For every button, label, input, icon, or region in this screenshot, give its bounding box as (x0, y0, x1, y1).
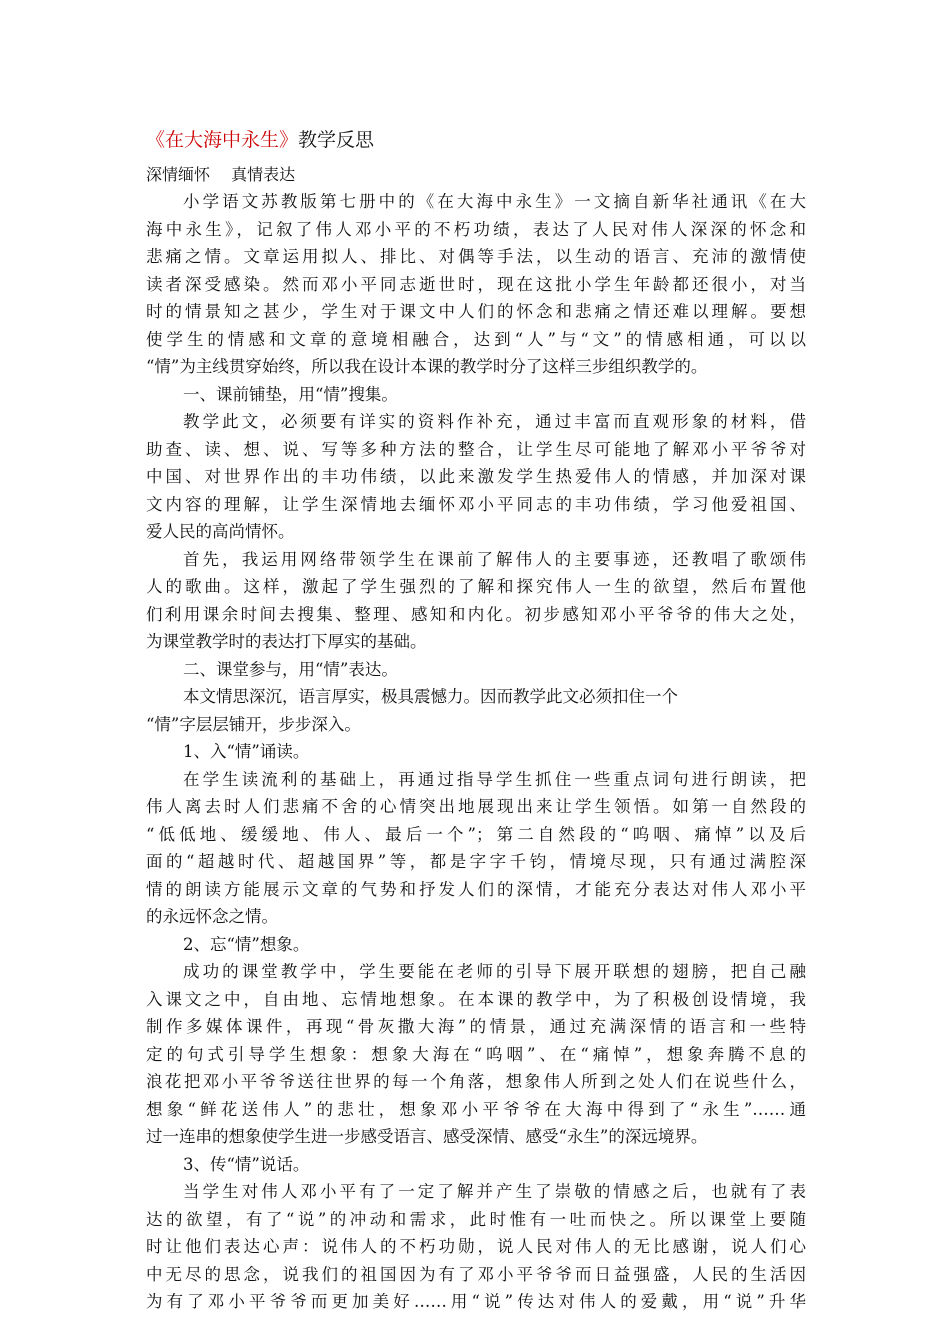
text-line: 们利用课余时间去搜集、整理、感知和内化。初步感知邓小平爷爷的伟大之处， (146, 604, 806, 624)
text-line: 伟人离去时人们悲痛不舍的心情突出地展现出来让学生领悟。如第一自然段的 (146, 797, 806, 816)
text-line: 教学此文，必须要有详实的资料作补充，通过丰富而直观形象的材料，借 (183, 412, 806, 431)
text-line: 二、课堂参与，用“情”表达。 (183, 659, 398, 679)
text-line: 时让他们表达心声：说伟人的不朽功勋，说人民对伟人的无比感谢，说人们心 (146, 1237, 806, 1256)
text-line: 达的欲望，有了“说”的冲动和需求，此时惟有一吐而快之。所以课堂上要随 (146, 1209, 806, 1229)
title-suffix: 教学反思 (298, 129, 375, 151)
text-line: 助查、读、想、说、写等多种方法的整合，让学生尽可能地了解邓小平爷爷对 (146, 439, 806, 459)
text-line: 的永远怀念之情。 (146, 907, 278, 926)
text-line: 面的“超越时代、超越国界”等，都是字字千钧，情境尽现，只有通过满腔深 (146, 852, 806, 871)
text-line: “低低地、缓缓地、伟人、最后一个”；第二自然段的“呜咽、痛悼”以及后 (146, 824, 806, 844)
text-line: 使学生的情感和文章的意境相融合，达到“人”与“文”的情感相通，可以以 (146, 329, 806, 349)
text-line: 制作多媒体课件，再现“骨灰撒大海”的情景，通过充满深情的语言和一些特 (146, 1017, 806, 1036)
text-line: 爱人民的高尚情怀。 (146, 522, 295, 541)
text-line: 当学生对伟人邓小平有了一定了解并产生了崇敬的情感之后，也就有了表 (183, 1182, 806, 1201)
document-body (146, 188, 806, 1316)
text-line: 定的句式引导学生想象：想象大海在“呜咽”、在“痛悼”，想象奔腾不息的 (146, 1044, 806, 1064)
text-line: 过一连串的想象使学生进一步感受语言、感受深情、感受“永生”的深远境界。 (146, 1127, 708, 1146)
text-line: 海中永生》，记叙了伟人邓小平的不朽功绩，表达了人民对伟人深深的怀念和 (146, 219, 806, 239)
text-line: 想象“鲜花送伟人”的悲壮，想象邓小平爷爷在大海中得到了“永生”……通 (146, 1099, 806, 1119)
document-title (146, 127, 374, 153)
text-line: 中国、对世界作出的丰功伟绩，以此来激发学生热爱伟人的情感，并加深对课 (146, 467, 806, 486)
text-line: 入课文之中，自由地、忘情地想象。在本课的教学中，为了积极创设情境，我 (146, 989, 806, 1009)
text-line: 读者深受感染。然而邓小平同志逝世时，现在这批小学生年龄都还很小，对当 (146, 274, 806, 294)
text-line: 为有了邓小平爷爷而更加美好……用“说”传达对伟人的爱戴，用“说”升华 (146, 1292, 806, 1311)
text-line: “情”为主线贯穿始终，所以我在设计本课的教学时分了这样三步组织教学的。 (146, 357, 708, 376)
text-line: 中无尽的思念，说我们的祖国因为有了邓小平爷爷而日益强盛，人民的生活因 (146, 1264, 806, 1284)
title-book-name: 《在大海中永生》 (146, 129, 299, 151)
text-line: “情”字层层铺开，步步深入。 (146, 714, 361, 734)
text-line: 浪花把邓小平爷爷送往世界的每一个角落，想象伟人所到之处人们在说些什么， (146, 1072, 806, 1091)
document-subtitle: 深情缅怀 真情表达 (146, 165, 296, 184)
text-line: 在学生读流利的基础上，再通过指导学生抓住一些重点词句进行朗读，把 (183, 769, 806, 789)
text-line: 时的情景知之甚少，学生对于课文中人们的怀念和悲痛之情还难以理解。要想 (146, 302, 806, 321)
text-line: 一、课前铺垫，用“情”搜集。 (183, 384, 398, 404)
text-line: 情的朗读方能展示文章的气势和抒发人们的深情，才能充分表达对伟人邓小平 (146, 879, 806, 899)
text-line: 首先，我运用网络带领学生在课前了解伟人的主要事迹，还教唱了歌颂伟 (183, 549, 806, 569)
text-line: 1、入“情”诵读。 (183, 742, 310, 761)
text-line: 成功的课堂教学中，学生要能在老师的引导下展开联想的翅膀，把自己融 (183, 962, 806, 981)
text-line: 为课堂教学时的表达打下厚实的基础。 (146, 632, 427, 651)
text-line: 本文情思深沉，语言厚实，极具震憾力。因而教学此文必须扣住一个 (183, 687, 678, 706)
text-line: 3、传“情”说话。 (183, 1154, 310, 1174)
text-line: 文内容的理解，让学生深情地去缅怀邓小平同志的丰功伟绩，学习他爱祖国、 (146, 494, 806, 514)
text-line: 悲痛之情。文章运用拟人、排比、对偶等手法，以生动的语言、充沛的激情使 (146, 247, 806, 266)
text-line: 人的歌曲。这样，激起了学生强烈的了解和探究伟人一生的欲望，然后布置他 (146, 577, 806, 596)
text-line: 小学语文苏教版第七册中的《在大海中永生》一文摘自新华社通讯《在大 (183, 192, 806, 211)
text-line: 2、忘“情”想象。 (183, 934, 310, 954)
